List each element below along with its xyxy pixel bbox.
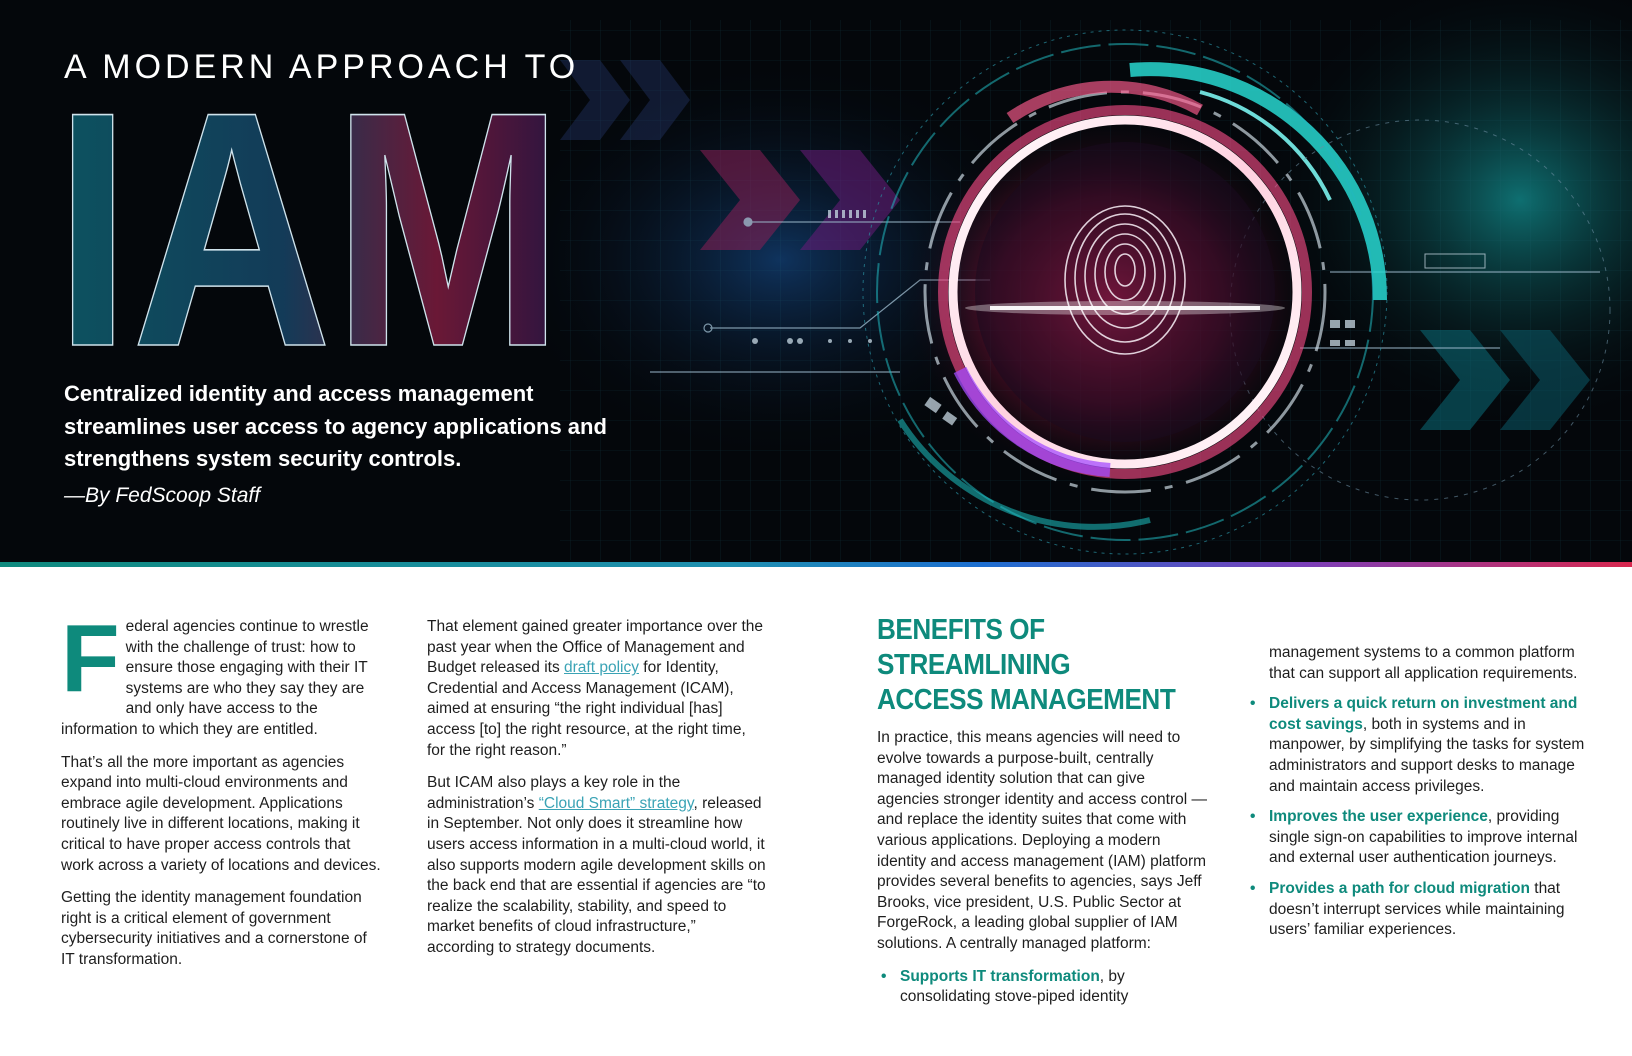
divider-rule (0, 562, 1632, 567)
standfirst: Centralized identity and access management streamlines user access to agency applications and strengthens system security controls. (64, 381, 607, 471)
sidebar-column-1 (877, 613, 1207, 1018)
article-column-2 (427, 617, 767, 971)
benefit-item (877, 967, 1207, 1008)
paragraph-1 (61, 605, 381, 741)
benefit-item (1246, 694, 1586, 797)
benefit-heading: Supports IT transformation (900, 967, 1100, 985)
benefit-heading: Provides a path for cloud migration (1269, 879, 1530, 897)
benefit-heading: Delivers a quick return on investment and cost savings (1269, 695, 1578, 733)
benefit-item (1246, 879, 1586, 941)
benefit-text: that doesn’t interrupt services while maintaining users’ familiar experiences. (1269, 879, 1565, 939)
cloud-smart-link[interactable]: “Cloud Smart” strategy (538, 794, 694, 812)
kicker-title: A MODERN APPROACH TO (64, 48, 580, 86)
paragraph-2: That’s all the more important as agencies expand into multi-cloud environments and embrace agile development. Applications routinely live in different locations, making it critical to have proper access controls that work across a variety of locations and devices. (61, 753, 381, 874)
paragraph-3: Getting the identity management foundation right is a critical element of government cybersecurity initiatives and a cornerstone of IT transformation. (61, 889, 367, 968)
paragraph-5 (427, 773, 767, 958)
benefit-text: , providing single sign-on capabilities to improve internal and external user authentication journeys. (1269, 808, 1578, 867)
benefit-text: , both in systems and in manpower, by simplifying the tasks for system administrators and support desks to manage and maintain access privileges. (1269, 715, 1585, 795)
paragraph-4-start: That element gained greater importance over the past year when the Office of Management and Budget released its (427, 618, 764, 677)
iam-title-text: IAM (54, 92, 564, 352)
draft-policy-link[interactable]: draft policy (564, 659, 639, 677)
sidebar-column-2 (1246, 643, 1586, 951)
benefit-item (1246, 807, 1586, 869)
sidebar-intro: In practice, this means agencies will need to evolve towards a purpose-built, centrally managed identity solution that can give agencies stronger identity and access control — and replace the identity suites that come with various applications. Deploying a modern identity and access management (IAM) platform provides several benefits to agencies, says Jeff Brooks, vice president, U.S. Public Sector at ForgeRock, a leading global supplier of IAM solutions. A centrally managed platform: (877, 729, 1207, 952)
article-column-1 (61, 605, 381, 983)
iam-title (54, 92, 574, 352)
paragraph-4 (427, 617, 767, 761)
sidebar-title-line-1: BENEFITS OF STREAMLINING (877, 614, 1071, 681)
sidebar-title-line-2: ACCESS MANAGEMENT (877, 684, 1176, 716)
paragraph-5-end: , released in September. Not only does it streamline how users access information in a multi-cloud world, it also supports modern agile development skills on the back end that are essential if agencies are “to realize the scalability, stability, and speed to market benefits of cloud infrastructure,” according to strategy documents. (427, 794, 766, 956)
paragraph-4-end: for Identity, Credential and Access Management (ICAM), aimed at ensuring “the right individual [has] access [to] the right resource, at the right time, for the right reason.” (427, 659, 746, 759)
sidebar-title (877, 613, 1219, 718)
benefit-heading: Improves the user experience (1269, 808, 1488, 826)
benefit-text: , by consolidating stove-piped identity (900, 967, 1129, 1006)
benefit-continued: management systems to a common platform that can support all application requirements. (1269, 644, 1578, 682)
paragraph-1-text: ederal agencies continue to wrestle with the challenge of trust: how to ensure those engaging with their IT systems are who they say they are and only have access to the information to which they are entitled. (61, 618, 369, 738)
benefits-list (877, 967, 1207, 1008)
drop-cap: F (61, 605, 120, 712)
paragraph-5-start: But ICAM also plays a key role in the administration’s (427, 774, 681, 812)
benefits-list-continued (1246, 694, 1586, 941)
byline: —By FedScoop Staff (64, 484, 261, 507)
